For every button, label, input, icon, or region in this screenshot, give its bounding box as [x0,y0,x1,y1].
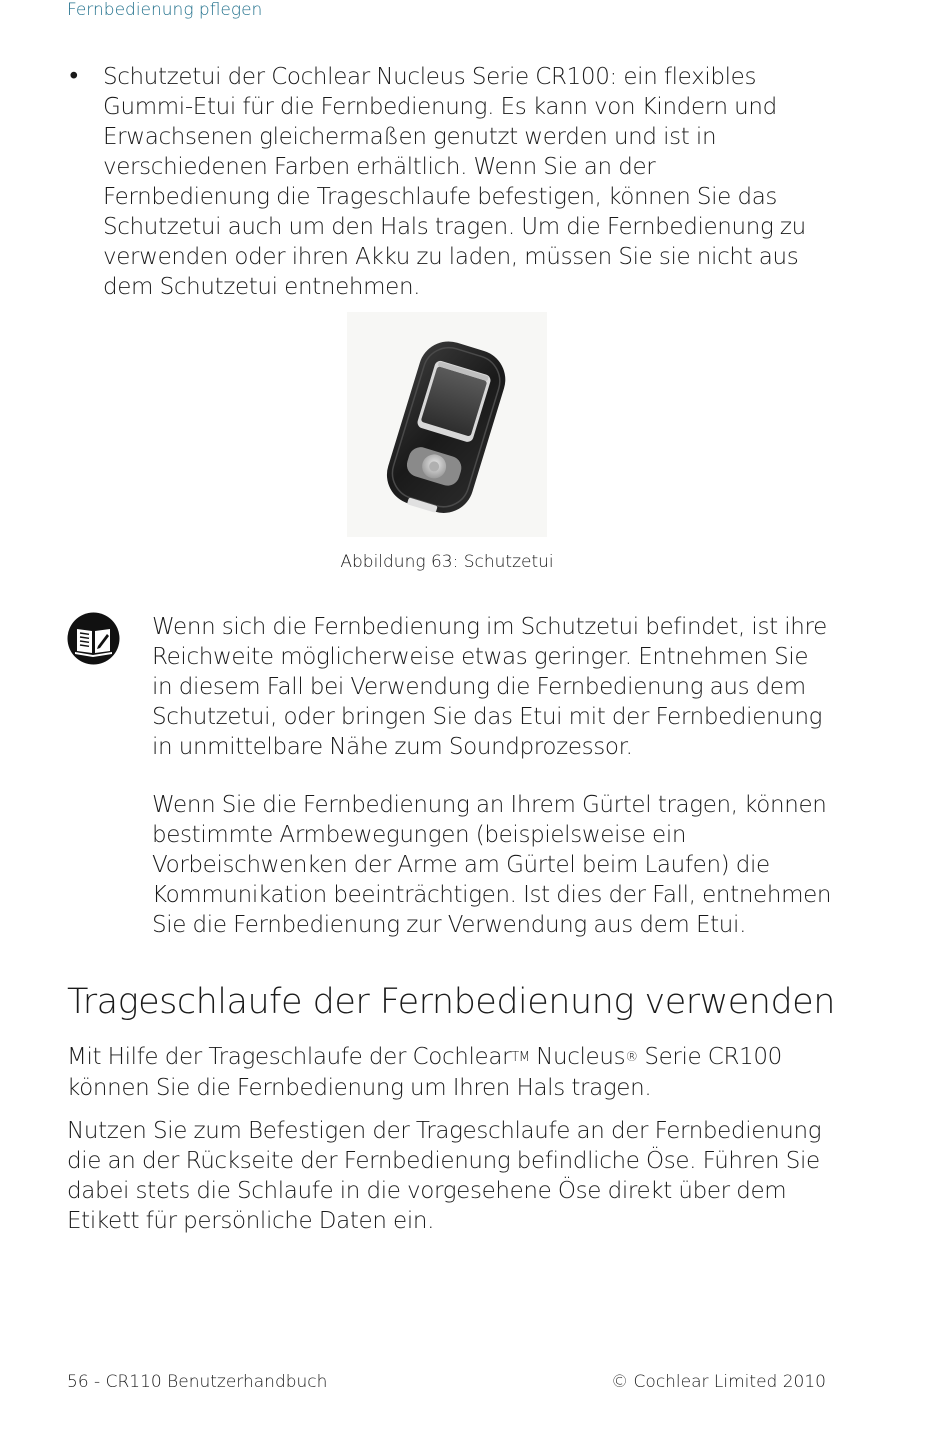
bullet-text: Schutzetui der Cochlear Nucleus Serie CR100: ein flexibles Gummi-Etui für die Fernbedienung. Es kann von Kindern und Erwachsenen gleichermaßen genutzt werden und ist in verschiedenen Farben erhältlich. Wenn Sie an der Fernbedienung die Trageschlaufe befestigen, können Sie das Schutzetui auch um den Hals tragen. Um die Fernbedienung zu verwenden oder ihren Akku zu laden, müssen Sie sie nicht aus dem Schutzetui entnehmen. [103,64,806,300]
bullet-list-item [67,62,827,302]
footer-page-label: 56 - CR110 Benutzerhandbuch [67,1372,328,1392]
section-paragraph: Nutzen Sie zum Befestigen der Trageschlaufe an der Fernbedienung die an der Rückseite der Fernbedienung befindliche Öse. Führen Sie dabei stets die Schlaufe in die vorgesehene Öse direkt über dem Etikett für persönliche Daten ein. [67,1118,822,1234]
remote-control-illustration [347,312,547,537]
paragraph-text: Nucleus [529,1044,626,1070]
bullet-mark: • [67,64,81,90]
manual-book-icon [67,612,120,665]
registered-mark: ® [625,1050,638,1065]
note-block [152,612,832,968]
footer-copyright: © Cochlear Limited 2010 [611,1372,826,1392]
remote-control-in-case-photo [347,312,547,537]
paragraph-text: Serie CR100 können Sie die Fernbedienung um Ihren Hals tragen. [67,1044,782,1101]
running-head-title: Fernbedienung pflegen [67,0,263,20]
section-heading: Trageschlaufe der Fernbedienung verwenden [67,982,835,1022]
figure-caption: Abbildung 63: Schutzetui [340,552,554,572]
section-paragraph [67,1042,837,1103]
paragraph-text: Mit Hilfe der Trageschlaufe der Cochlear [67,1044,512,1070]
note-paragraph: Wenn Sie die Fernbedienung an Ihrem Gürtel tragen, können bestimmte Armbewegungen (beispielsweise ein Vorbeischwenken der Arme am Gürtel beim Laufen) die Kommunikation beeinträchtigen. Ist dies der Fall, entnehmen Sie die Fernbedienung zur Verwendung aus dem Etui. [152,792,832,938]
note-paragraph: Wenn sich die Fernbedienung im Schutzetui befindet, ist ihre Reichweite möglicherweise etwas geringer. Entnehmen Sie in diesem Fall bei Verwendung die Fernbedienung aus dem Schutzetui, oder bringen Sie das Etui mit der Fernbedienung in unmittelbare Nähe zum Soundprozessor. [152,614,827,760]
trademark-mark: TM [511,1050,530,1065]
